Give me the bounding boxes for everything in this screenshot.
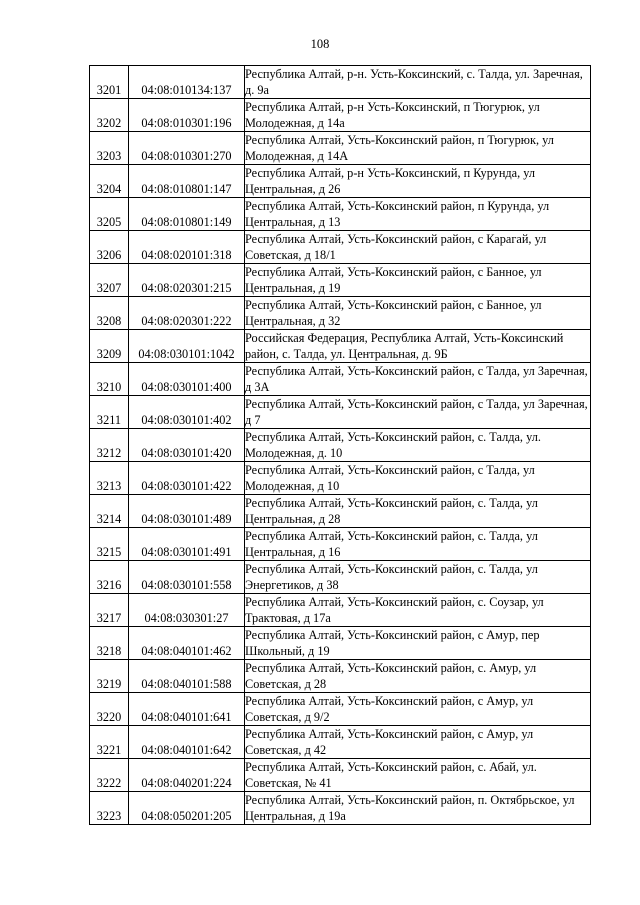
address-cell <box>245 330 591 363</box>
cadastral-number-cell: 04:08:030101:491 <box>129 528 245 561</box>
cadastral-number-cell: 04:08:040101:462 <box>129 627 245 660</box>
address-text: Республика Алтай, Усть-Коксинский район, с Банное, ул Центральная, д 19 <box>245 265 542 295</box>
address-cell <box>245 462 591 495</box>
cadastral-number-cell: 04:08:030301:27 <box>129 594 245 627</box>
row-number-cell: 3211 <box>90 396 129 429</box>
row-number-cell: 3223 <box>90 792 129 825</box>
row-number-cell: 3214 <box>90 495 129 528</box>
table-row <box>90 99 591 132</box>
address-text: Российская Федерация, Республика Алтай, Усть-Коксинский район, с. Талда, ул. Центральная, д. 9Б <box>245 331 564 361</box>
row-number-cell: 3213 <box>90 462 129 495</box>
address-cell <box>245 693 591 726</box>
table-row <box>90 297 591 330</box>
address-cell <box>245 297 591 330</box>
address-cell <box>245 231 591 264</box>
address-text: Республика Алтай, Усть-Коксинский район, с. Талда, ул Центральная, д 28 <box>245 496 538 526</box>
address-cell <box>245 561 591 594</box>
address-cell <box>245 759 591 792</box>
address-cell <box>245 627 591 660</box>
address-cell <box>245 660 591 693</box>
address-text: Республика Алтай, Усть-Коксинский район, с Банное, ул Центральная, д 32 <box>245 298 542 328</box>
table-row <box>90 396 591 429</box>
cadastral-number-cell: 04:08:020301:222 <box>129 297 245 330</box>
cadastral-number-cell: 04:08:030101:402 <box>129 396 245 429</box>
table-row <box>90 66 591 99</box>
cadastral-number-cell: 04:08:030101:422 <box>129 462 245 495</box>
registry-table-body <box>90 66 591 825</box>
address-text: Республика Алтай, Усть-Коксинский район, п Курунда, ул Центральная, д 13 <box>245 199 550 229</box>
table-row <box>90 429 591 462</box>
table-row <box>90 594 591 627</box>
table-row <box>90 495 591 528</box>
address-cell <box>245 396 591 429</box>
address-text: Республика Алтай, Усть-Коксинский район, с. Абай, ул. Советская, № 41 <box>245 760 537 790</box>
row-number-cell: 3207 <box>90 264 129 297</box>
address-cell <box>245 594 591 627</box>
row-number-cell: 3205 <box>90 198 129 231</box>
table-row <box>90 792 591 825</box>
table-row <box>90 528 591 561</box>
row-number-cell: 3202 <box>90 99 129 132</box>
cadastral-number-cell: 04:08:040101:642 <box>129 726 245 759</box>
cadastral-number-cell: 04:08:030101:420 <box>129 429 245 462</box>
table-row <box>90 231 591 264</box>
address-text: Республика Алтай, Усть-Коксинский район, с Талда, ул Заречная, д 3А <box>245 364 588 394</box>
address-text: Республика Алтай, Усть-Коксинский район, с Талда, ул Заречная, д 7 <box>245 397 588 427</box>
cadastral-number-cell: 04:08:030101:558 <box>129 561 245 594</box>
row-number-cell: 3201 <box>90 66 129 99</box>
row-number-cell: 3220 <box>90 693 129 726</box>
address-cell <box>245 528 591 561</box>
row-number-cell: 3208 <box>90 297 129 330</box>
row-number-cell: 3209 <box>90 330 129 363</box>
address-text: Республика Алтай, Усть-Коксинский район, с. Талда, ул Центральная, д 16 <box>245 529 538 559</box>
table-row <box>90 693 591 726</box>
address-text: Республика Алтай, Усть-Коксинский район, с. Талда, ул Энергетиков, д 38 <box>245 562 538 592</box>
address-text: Республика Алтай, Усть-Коксинский район, с Талда, ул Молодежная, д 10 <box>245 463 535 493</box>
address-text: Республика Алтай, р-н. Усть-Коксинский, с. Талда, ул. Заречная, д. 9а <box>245 67 583 97</box>
cadastral-number-cell: 04:08:040101:588 <box>129 660 245 693</box>
cadastral-number-cell: 04:08:010301:196 <box>129 99 245 132</box>
address-cell <box>245 495 591 528</box>
row-number-cell: 3218 <box>90 627 129 660</box>
row-number-cell: 3217 <box>90 594 129 627</box>
address-cell <box>245 264 591 297</box>
cadastral-number-cell: 04:08:040201:224 <box>129 759 245 792</box>
row-number-cell: 3219 <box>90 660 129 693</box>
row-number-cell: 3216 <box>90 561 129 594</box>
address-text: Республика Алтай, Усть-Коксинский район, с. Талда, ул. Молодежная, д. 10 <box>245 430 541 460</box>
registry-table <box>89 65 591 825</box>
address-text: Республика Алтай, Усть-Коксинский район, с Амур, пер Школьный, д 19 <box>245 628 540 658</box>
cadastral-number-cell: 04:08:010134:137 <box>129 66 245 99</box>
row-number-cell: 3210 <box>90 363 129 396</box>
address-text: Республика Алтай, Усть-Коксинский район, с Амур, ул Советская, д 9/2 <box>245 694 534 724</box>
row-number-cell: 3204 <box>90 165 129 198</box>
address-text: Республика Алтай, р-н Усть-Коксинский, п Тюгурюк, ул Молодежная, д 14а <box>245 100 540 130</box>
cadastral-number-cell: 04:08:020101:318 <box>129 231 245 264</box>
row-number-cell: 3203 <box>90 132 129 165</box>
address-text: Республика Алтай, Усть-Коксинский район, п Тюгурюк, ул Молодежная, д 14А <box>245 133 554 163</box>
table-row <box>90 330 591 363</box>
address-text: Республика Алтай, Усть-Коксинский район, с. Амур, ул Советская, д 28 <box>245 661 537 691</box>
cadastral-number-cell: 04:08:020301:215 <box>129 264 245 297</box>
address-cell <box>245 165 591 198</box>
address-cell <box>245 99 591 132</box>
table-row <box>90 132 591 165</box>
address-text: Республика Алтай, Усть-Коксинский район, с Амур, ул Советская, д 42 <box>245 727 534 757</box>
address-cell <box>245 792 591 825</box>
cadastral-number-cell: 04:08:040101:641 <box>129 693 245 726</box>
cadastral-number-cell: 04:08:050201:205 <box>129 792 245 825</box>
cadastral-number-cell: 04:08:030101:489 <box>129 495 245 528</box>
cadastral-number-cell: 04:08:010801:147 <box>129 165 245 198</box>
table-row <box>90 759 591 792</box>
table-row <box>90 627 591 660</box>
cadastral-number-cell: 04:08:010801:149 <box>129 198 245 231</box>
table-row <box>90 561 591 594</box>
page-number: 108 <box>310 37 330 51</box>
table-row <box>90 462 591 495</box>
address-cell <box>245 198 591 231</box>
address-cell <box>245 726 591 759</box>
table-row <box>90 264 591 297</box>
address-text: Республика Алтай, р-н Усть-Коксинский, п Курунда, ул Центральная, д 26 <box>245 166 536 196</box>
address-text: Республика Алтай, Усть-Коксинский район, с. Соузар, ул Трактовая, д 17а <box>245 595 544 625</box>
row-number-cell: 3215 <box>90 528 129 561</box>
address-cell <box>245 66 591 99</box>
address-cell <box>245 429 591 462</box>
cadastral-number-cell: 04:08:010301:270 <box>129 132 245 165</box>
table-row <box>90 726 591 759</box>
table-row <box>90 660 591 693</box>
row-number-cell: 3206 <box>90 231 129 264</box>
row-number-cell: 3221 <box>90 726 129 759</box>
cadastral-number-cell: 04:08:030101:1042 <box>129 330 245 363</box>
address-text: Республика Алтай, Усть-Коксинский район, с Карагай, ул Советская, д 18/1 <box>245 232 547 262</box>
row-number-cell: 3212 <box>90 429 129 462</box>
address-cell <box>245 132 591 165</box>
address-text: Республика Алтай, Усть-Коксинский район, п. Октябрьское, ул Центральная, д 19а <box>245 793 575 823</box>
address-cell <box>245 363 591 396</box>
table-row <box>90 165 591 198</box>
cadastral-number-cell: 04:08:030101:400 <box>129 363 245 396</box>
table-row <box>90 198 591 231</box>
table-row <box>90 363 591 396</box>
row-number-cell: 3222 <box>90 759 129 792</box>
